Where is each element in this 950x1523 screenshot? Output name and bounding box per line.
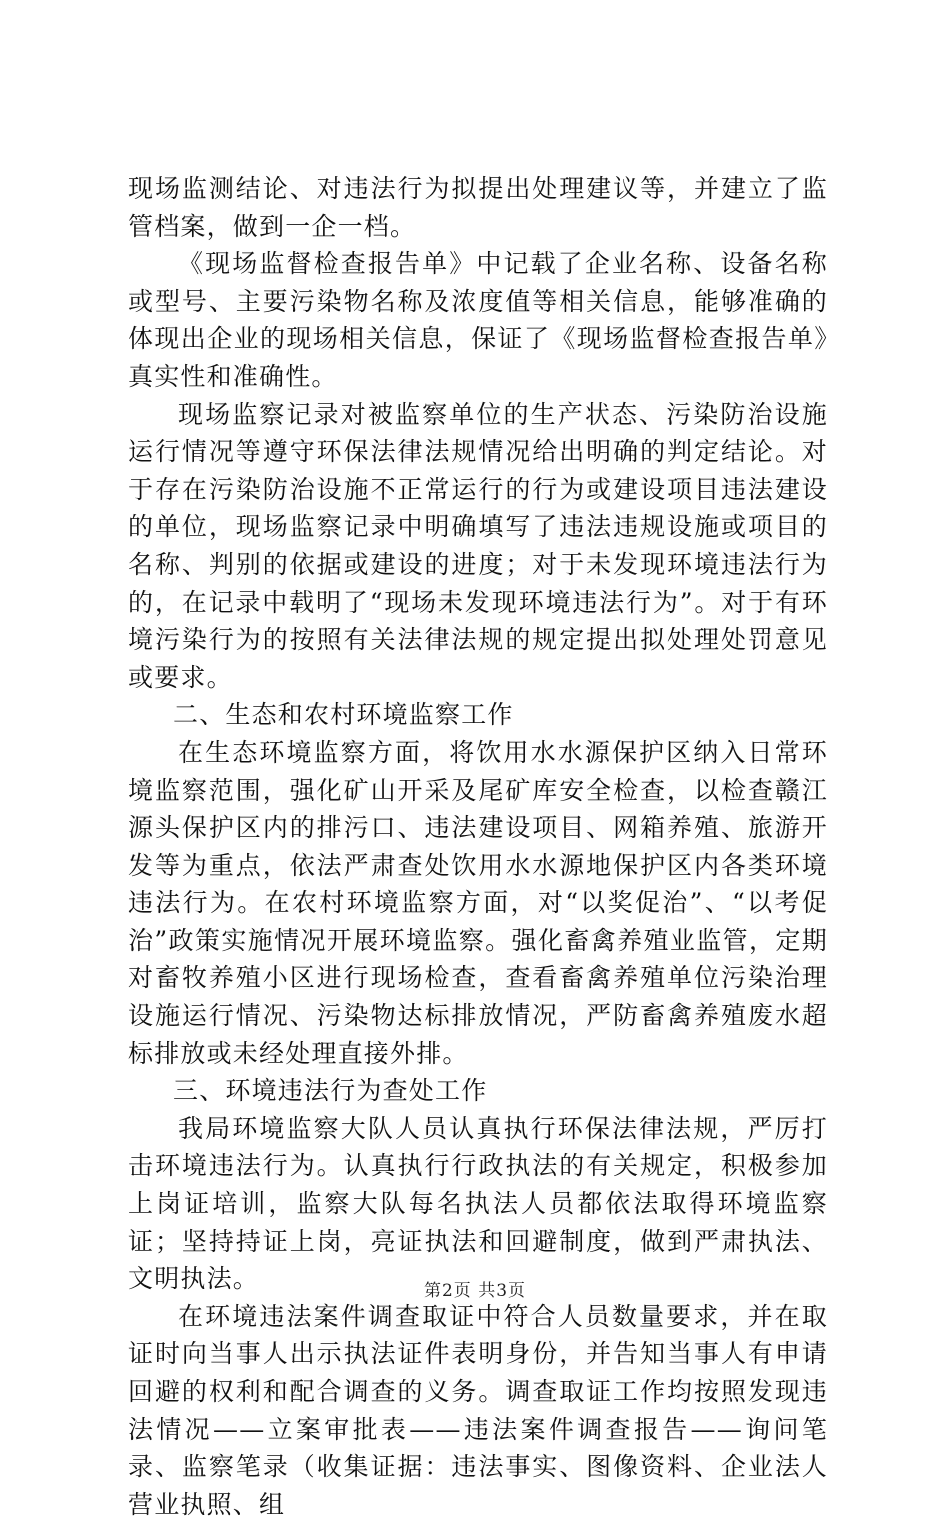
- paragraph-ecology-rural: 在生态环境监察方面，将饮用水水源保护区纳入日常环境监察范围，强化矿山开采及尾矿库安全检查，以检查赣江源头保护区内的排污口、违法建设项目、网箱养殖、旅游开发等为重点，依法严肃查处饮用水水源地保护区内各类环境违法行为。在农村环境监察方面，对“以奖促治”、“以考促治”政策实施情况开展环境监察。强化畜禽养殖业监管，定期对畜牧养殖小区进行现场检查，查看畜禽养殖单位污染治理设施运行情况、污染物达标排放情况，严防畜禽养殖废水超标排放或未经处理直接外排。: [128, 737, 828, 1068]
- section-heading-ecology: 二、生态和农村环境监察工作: [173, 700, 514, 730]
- paragraph-continuation: 现场监测结论、对违法行为拟提出处理建议等，并建立了监管档案，做到一企一档。: [128, 174, 828, 241]
- paragraph-report-form: 《现场监督检查报告单》中记载了企业名称、设备名称或型号、主要污染物名称及浓度值等相关信息，能够准确的体现出企业的现场相关信息，保证了《现场监督检查报告单》真实性和准确性。: [128, 249, 828, 391]
- paragraph-evidence-collection: 在环境违法案件调查取证中符合人员数量要求，并在取证时向当事人出示执法证件表明身份，并告知当事人有申请回避的权利和配合调查的义务。调查取证工作均按照发现违法情况——立案审批表——违法案件调查报告——询问笔录、监察笔录（收集证据：违法事实、图像资料、企业法人营业执照、组: [128, 1301, 828, 1519]
- document-body: [128, 170, 828, 1523]
- section-heading-violations: 三、环境违法行为查处工作: [173, 1076, 488, 1106]
- page-number-footer: 第2页 共3页: [423, 1281, 527, 1301]
- paragraph-site-inspection-record: 现场监察记录对被监察单位的生产状态、污染防治设施运行情况等遵守环保法律法规情况给出明确的判定结论。对于存在污染防治设施不正常运行的行为或建设项目违法建设的单位，现场监察记录中明确填写了违法违规设施或项目的名称、判别的依据或建设的进度；对于未发现环境违法行为的，在记录中载明了“现场未发现环境违法行为”。对于有环境污染行为的按照有关法律法规的规定提出拟处理处罚意见或要求。: [128, 399, 828, 692]
- paragraph-enforcement-staff: 我局环境监察大队人员认真执行环保法律法规，严厉打击环境违法行为。认真执行行政执法的有关规定，积极参加上岗证培训，监察大队每名执法人员都依法取得环境监察证；坚持持证上岗，亮证执法和回避制度，做到严肃执法、文明执法。: [128, 1113, 828, 1294]
